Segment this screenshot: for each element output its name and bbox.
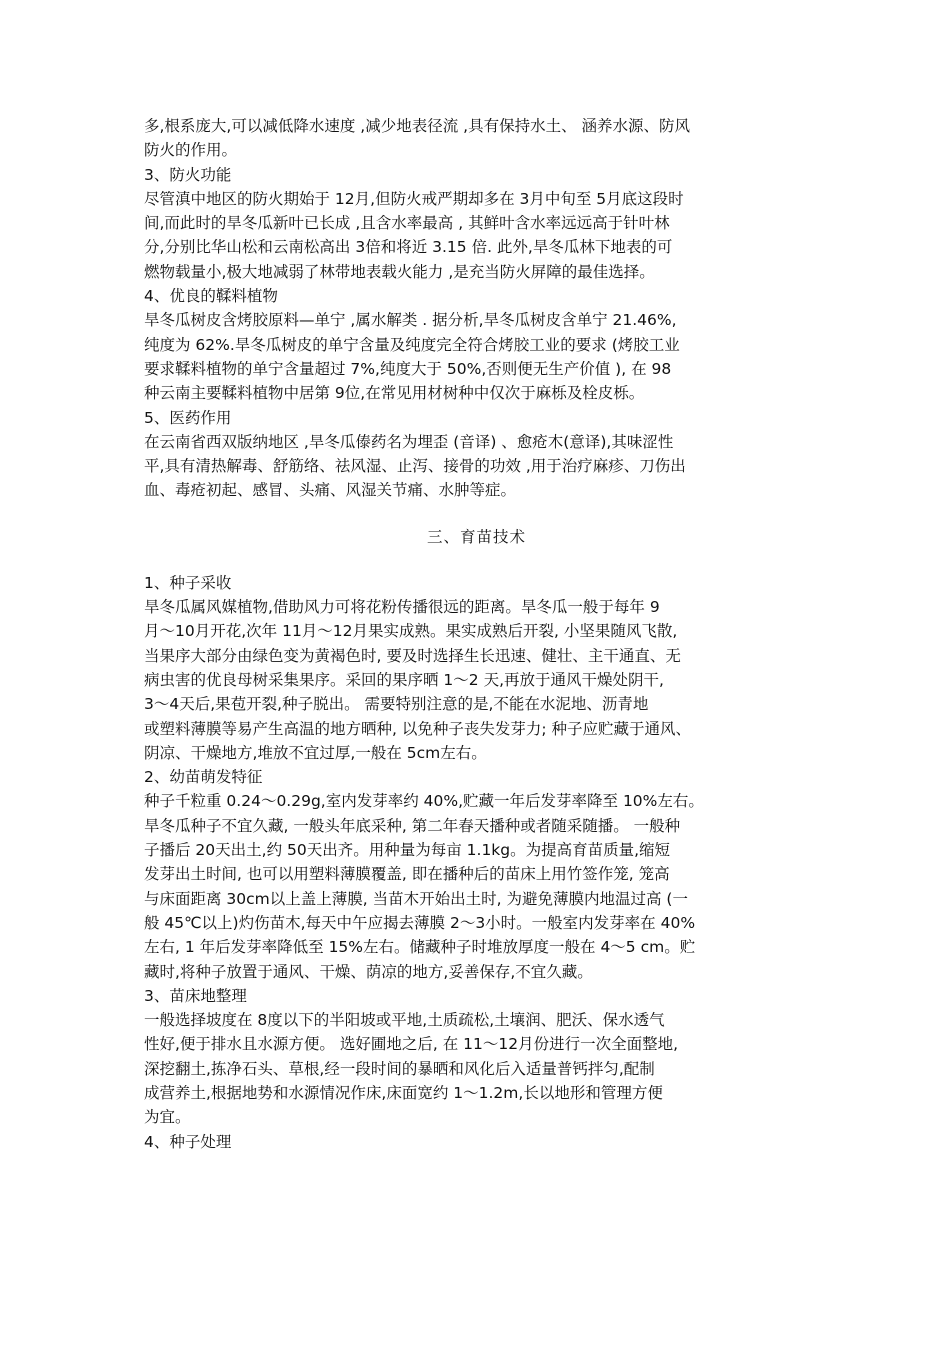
text-line: 4、优良的鞣料植物 [144, 287, 278, 306]
text-line: 或塑料薄膜等易产生高温的地方晒种, 以免种子丧失发芽力; 种子应贮藏于通风、 [144, 719, 692, 738]
text-line: 子播后 20天出土,约 50天出齐。用种量为每亩 1.1kg。为提高育苗质量,缩短 [144, 841, 671, 860]
section-heading [144, 1130, 809, 1154]
text-line: 血、毒疮初起、感冒、头痛、风湿关节痛、水肿等症。 [144, 481, 517, 500]
text-line: 尽管滇中地区的防火期始于 12月,但防火戒严期却多在 3月中旬至 5月底这段时 [144, 189, 684, 208]
section-title: 三、育苗技术 [426, 527, 526, 546]
text-line: 多,根系庞大,可以减低降水速度 ,减少地表径流 ,具有保持水土、 涵养水源、防风 [144, 117, 690, 135]
text-line: 3～4天后,果苞开裂,种子脱出。 需要特别注意的是,不能在水泥地、沥青地 [144, 695, 649, 714]
text-line: 深挖翻土,拣净石头、草根,经一段时间的暴晒和风化后入适量普钙拌匀,配制 [144, 1059, 655, 1078]
paragraph [144, 114, 809, 163]
section-heading [144, 984, 809, 1008]
text-line: 纯度为 62%.旱冬瓜树皮的单宁含量及纯度完全符合烤胶工业的要求 (烤胶工业 [144, 335, 680, 354]
section-heading [144, 765, 809, 789]
text-line: 种云南主要鞣料植物中居第 9位,在常见用材树种中仅次于麻栎及栓皮栎。 [144, 384, 645, 403]
text-line: 性好,便于排水且水源方便。 选好圃地之后, 在 11～12月份进行一次全面整地, [144, 1035, 679, 1054]
text-line: 间,而此时的旱冬瓜新叶已长成 ,且含水率最高 , 其鲜叶含水率远远高于针叶林 [144, 214, 670, 233]
text-line: 月～10月开花,次年 11月～12月果实成熟。果实成熟后开裂, 小坚果随风飞散, [144, 622, 678, 641]
paragraph [144, 789, 809, 983]
text-line: 在云南省西双版纳地区 ,旱冬瓜傣药名为埋歪 (音译) 、愈疮木(意译),其味涩性 [144, 432, 674, 451]
text-line: 分,分别比华山松和云南松高出 3倍和将近 3.15 倍. 此外,旱冬瓜林下地表的可 [144, 238, 673, 257]
text-line: 旱冬瓜种子不宜久藏, 一般头年底采种, 第二年春天播种或者随采随播。 一般种 [144, 816, 681, 835]
text-line: 病虫害的优良母树采集果序。采回的果序晒 1～2 天,再放于通风干燥处阴干, [144, 670, 664, 689]
part-one [144, 114, 809, 503]
text-line: 般 45℃以上)灼伤苗木,每天中午应揭去薄膜 2～3小时。一般室内发芽率在 40% [144, 913, 696, 932]
part-two [144, 571, 809, 1154]
text-line: 平,具有清热解毒、舒筋络、祛风湿、止泻、接骨的功效 ,用于治疗麻疹、刀伤出 [144, 457, 686, 476]
text-line: 发芽出土时间, 也可以用塑料薄膜覆盖, 即在播种后的苗床上用竹签作笼, 笼高 [144, 865, 670, 884]
paragraph [144, 308, 809, 405]
text-line: 1、种子采收 [144, 573, 232, 592]
text-line: 种子千粒重 0.24～0.29g,室内发芽率约 40%,贮藏一年后发芽率降至 10%左右。 [144, 792, 704, 811]
document-page [144, 114, 809, 1154]
text-line: 3、苗床地整理 [144, 986, 247, 1005]
section-heading [144, 284, 809, 308]
text-line: 3、防火功能 [144, 165, 232, 184]
text-line: 旱冬瓜树皮含烤胶原料—单宁 ,属水解类 . 据分析,旱冬瓜树皮含单宁 21.46%, [144, 311, 677, 330]
text-line: 阴凉、干燥地方,堆放不宜过厚,一般在 5cm左右。 [144, 743, 487, 762]
paragraph [144, 430, 809, 503]
text-line: 4、种子处理 [144, 1132, 232, 1151]
text-line: 左右, 1 年后发芽率降低至 15%左右。储藏种子时堆放厚度一般在 4～5 cm。贮 [144, 938, 696, 957]
paragraph [144, 187, 809, 284]
text-line: 一般选择坡度在 8度以下的半阳坡或平地,土质疏松,土壤润、肥沃、保水透气 [144, 1011, 665, 1030]
text-line: 为宜。 [144, 1108, 191, 1127]
text-line: 5、医药作用 [144, 408, 232, 427]
section-heading [144, 163, 809, 187]
text-line: 成营养土,根据地势和水源情况作床,床面宽约 1～1.2m,长以地形和管理方便 [144, 1083, 663, 1102]
text-line: 防火的作用。 [144, 141, 238, 160]
section-heading [144, 406, 809, 430]
paragraph [144, 1008, 809, 1129]
section-heading [144, 571, 809, 595]
text-line: 要求鞣料植物的单宁含量超过 7%,纯度大于 50%,否则便无生产价值 ), 在 98 [144, 359, 672, 378]
text-line: 旱冬瓜属风媒植物,借助风力可将花粉传播很远的距离。旱冬瓜一般于每年 9 [144, 598, 660, 617]
text-line: 当果序大部分由绿色变为黄褐色时, 要及时选择生长迅速、健壮、主干通直、无 [144, 646, 681, 665]
text-line: 藏时,将种子放置于通风、干燥、荫凉的地方,妥善保存,不宜久藏。 [144, 962, 593, 981]
text-line: 2、幼苗萌发特征 [144, 768, 263, 787]
text-line: 与床面距离 30cm以上盖上薄膜, 当苗木开始出土时, 为避免薄膜内地温过高 (一 [144, 889, 688, 908]
paragraph [144, 595, 809, 765]
text-line: 燃物载量小,极大地减弱了林带地表载火能力 ,是充当防火屏障的最佳选择。 [144, 262, 655, 281]
